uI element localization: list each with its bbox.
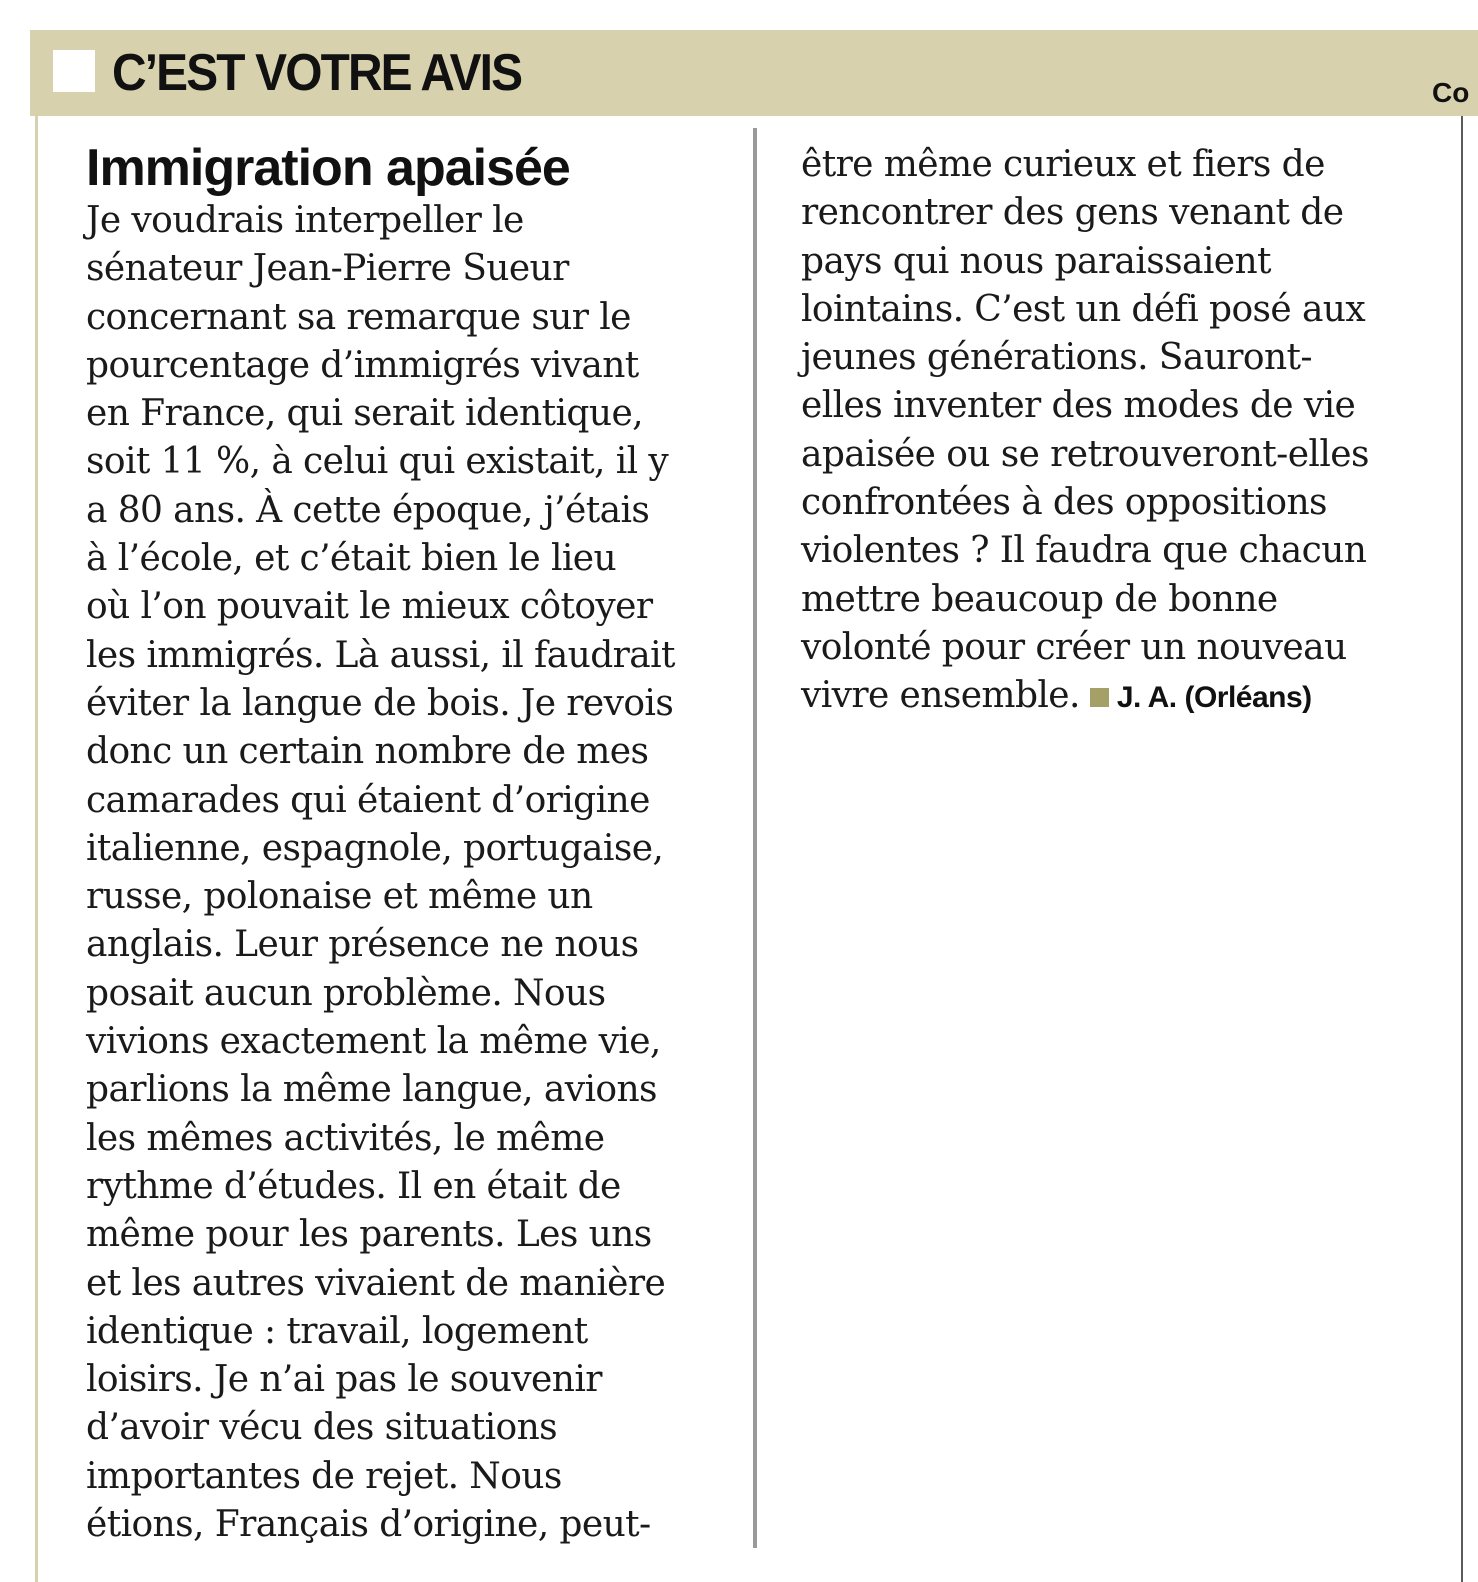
- text-line: elles inventer des modes de vie: [801, 385, 1356, 427]
- text-line: italienne, espagnole, portugaise,: [86, 827, 664, 869]
- text-line: où l’on pouvait le mieux côtoyer: [86, 586, 653, 628]
- text-line: apaisée ou se retrouveront-elles: [801, 433, 1369, 475]
- text-line: violentes ? Il faudra que chacun: [801, 530, 1367, 572]
- text-line: importantes de rejet. Nous: [86, 1455, 562, 1497]
- text-line: camarades qui étaient d’origine: [86, 779, 650, 821]
- text-line: confrontées à des oppositions: [801, 482, 1327, 524]
- text-line: lointains. C’est un défi posé aux: [801, 288, 1366, 330]
- text-line: Je voudrais interpeller le: [86, 200, 524, 241]
- text-line: a 80 ans. À cette époque, j’étais: [86, 489, 650, 531]
- right-frame-rule: [1461, 116, 1463, 1582]
- signature-square-icon: [1090, 688, 1109, 707]
- section-square-icon: [53, 50, 95, 92]
- text-line: anglais. Leur présence ne nous: [86, 924, 639, 966]
- closing-text: vivre ensemble.: [801, 675, 1080, 717]
- text-line: donc un certain nombre de mes: [86, 731, 649, 773]
- text-line: jeunes générations. Sauront-: [801, 337, 1312, 379]
- text-line: les immigrés. Là aussi, il faudrait: [86, 634, 675, 676]
- text-line: d’avoir vécu des situations: [86, 1407, 558, 1449]
- left-frame-rule: [35, 116, 38, 1582]
- text-line: vivions exactement la même vie,: [86, 1021, 661, 1063]
- text-line: soit 11 %, à celui qui existait, il y: [86, 441, 669, 483]
- text-line: même pour les parents. Les uns: [86, 1214, 652, 1256]
- text-line: en France, qui serait identique,: [86, 393, 643, 435]
- text-line: parlions la même langue, avions: [86, 1069, 657, 1111]
- section-banner: [30, 30, 1478, 116]
- text-line: rencontrer des gens venant de: [801, 192, 1344, 234]
- text-line: mettre beaucoup de bonne: [801, 578, 1278, 620]
- text-line: à l’école, et c’était bien le lieu: [86, 538, 617, 580]
- article-right-column: [801, 141, 1369, 723]
- text-line: pourcentage d’immigrés vivant: [86, 344, 639, 386]
- column-divider: [753, 128, 757, 1548]
- text-line: pays qui nous paraissaient: [801, 240, 1271, 282]
- closing-line: [801, 672, 1369, 722]
- cropped-header-text: Co: [1432, 77, 1470, 108]
- text-line: russe, polonaise et même un: [86, 876, 593, 918]
- text-line: identique : travail, logement: [86, 1310, 588, 1352]
- text-line: éviter la langue de bois. Je revois: [86, 682, 674, 724]
- text-line: et les autres vivaient de manière: [86, 1262, 666, 1304]
- section-title: C’EST VOTRE AVIS: [112, 44, 522, 102]
- text-line: rythme d’études. Il en était de: [86, 1165, 621, 1207]
- text-line: étions, Français d’origine, peut-: [86, 1504, 651, 1546]
- text-line: les mêmes activités, le même: [86, 1117, 605, 1159]
- author-signature: J. A. (Orléans): [1116, 681, 1312, 715]
- text-line: être même curieux et fiers de: [801, 144, 1325, 185]
- text-line: concernant sa remarque sur le: [86, 296, 631, 338]
- article-headline: Immigration apaisée: [86, 139, 570, 197]
- text-line: sénateur Jean-Pierre Sueur: [86, 248, 569, 290]
- text-line: volonté pour créer un nouveau: [801, 626, 1347, 668]
- text-line: loisirs. Je n’ai pas le souvenir: [86, 1359, 602, 1401]
- article-left-column: [86, 197, 675, 1549]
- text-line: posait aucun problème. Nous: [86, 972, 606, 1014]
